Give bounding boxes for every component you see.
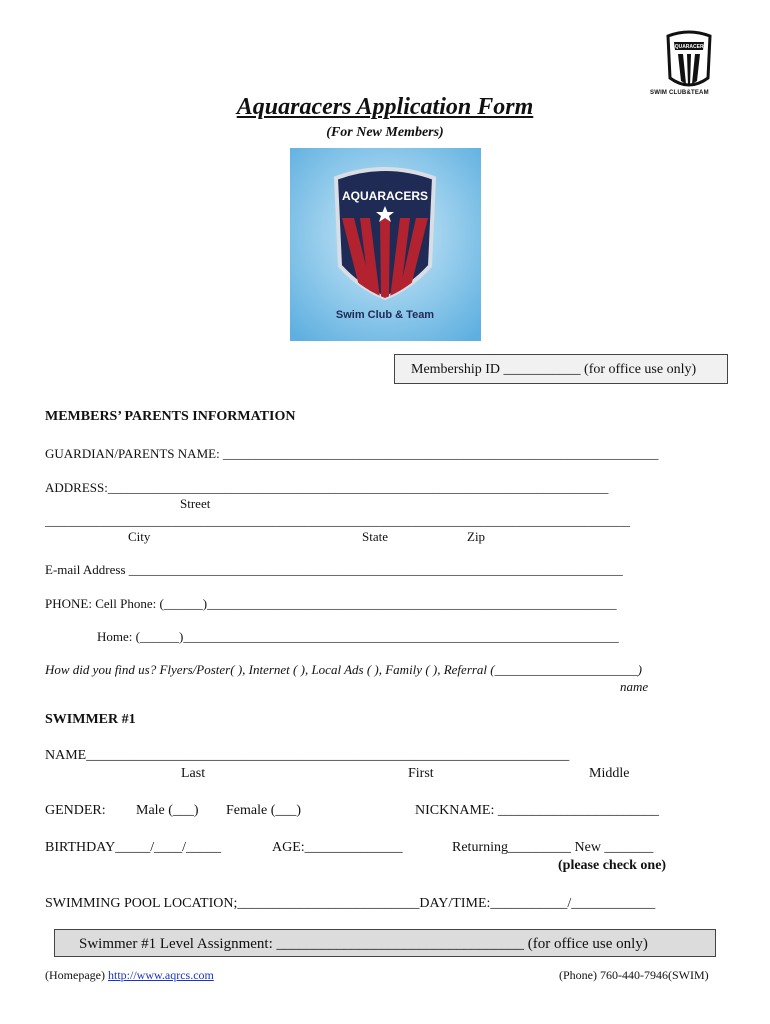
parents-section-heading: MEMBERS’ PARENTS INFORMATION xyxy=(45,409,296,424)
cell-phone-field[interactable]: PHONE: Cell Phone: (______)_______________________________________________________________ xyxy=(45,596,617,611)
city-label: City xyxy=(128,529,151,544)
main-logo-caption: Swim Club & Team xyxy=(335,309,435,321)
swimmer-name-field[interactable]: NAME_____________________________________________________________________ xyxy=(45,748,570,763)
homepage-label: (Homepage) xyxy=(45,968,105,982)
form-subtitle: (For New Members) xyxy=(326,125,444,140)
address-line-2-field[interactable]: __________________________________________________________________________________________ xyxy=(45,513,630,528)
level-assignment-box[interactable]: Swimmer #1 Level Assignment: _________________________________ (for office use only) xyxy=(54,929,716,957)
referral-name-label: name xyxy=(620,679,649,694)
check-one-note: (please check one) xyxy=(558,858,667,873)
gender-female-option[interactable]: Female (___) xyxy=(226,803,302,818)
home-phone-field[interactable]: Home: (______)___________________________________________________________________ xyxy=(97,629,619,644)
age-field[interactable]: AGE:______________ xyxy=(272,840,403,855)
form-title: Aquaracers Application Form xyxy=(236,94,534,120)
pool-location-field[interactable]: SWIMMING POOL LOCATION;__________________________DAY/TIME:___________/____________ xyxy=(45,896,656,911)
aquaracers-logo-image xyxy=(290,148,481,341)
birthday-field[interactable]: BIRTHDAY_____/____/_____ xyxy=(45,840,221,855)
zip-label: Zip xyxy=(467,529,486,544)
swimmer-section-heading: SWIMMER #1 xyxy=(45,712,136,727)
corner-logo-caption: SWIM CLUB&TEAM xyxy=(650,90,709,96)
find-us-question[interactable]: How did you find us? Flyers/Poster( ), Internet ( ), Local Ads ( ), Family ( ), Referral (______________________) xyxy=(45,662,642,677)
first-name-label: First xyxy=(408,766,434,781)
email-field[interactable]: E-mail Address ____________________________________________________________________________ xyxy=(45,562,623,577)
footer-homepage xyxy=(45,968,214,983)
street-label: Street xyxy=(180,496,211,511)
returning-new-field[interactable]: Returning_________ New _______ xyxy=(452,840,654,855)
address-field[interactable]: ADDRESS:_____________________________________________________________________________ xyxy=(45,480,609,495)
last-name-label: Last xyxy=(181,766,206,781)
middle-name-label: Middle xyxy=(589,766,630,781)
gender-label: GENDER: xyxy=(45,803,106,818)
main-logo-brand: AQUARACERS xyxy=(341,189,429,203)
state-label: State xyxy=(362,529,388,544)
nickname-field[interactable]: NICKNAME: _______________________ xyxy=(415,803,659,818)
guardian-name-field[interactable]: GUARDIAN/PARENTS NAME: ___________________________________________________________________ xyxy=(45,446,659,461)
footer-phone: (Phone) 760-440-7946(SWIM) xyxy=(559,968,709,982)
membership-id-box[interactable]: Membership ID ___________ (for office use only) xyxy=(394,354,728,384)
corner-logo-brand: AQUARACERS xyxy=(671,44,707,50)
gender-male-option[interactable]: Male (___) xyxy=(136,803,199,818)
homepage-link[interactable]: http://www.aqrcs.com xyxy=(107,968,214,982)
